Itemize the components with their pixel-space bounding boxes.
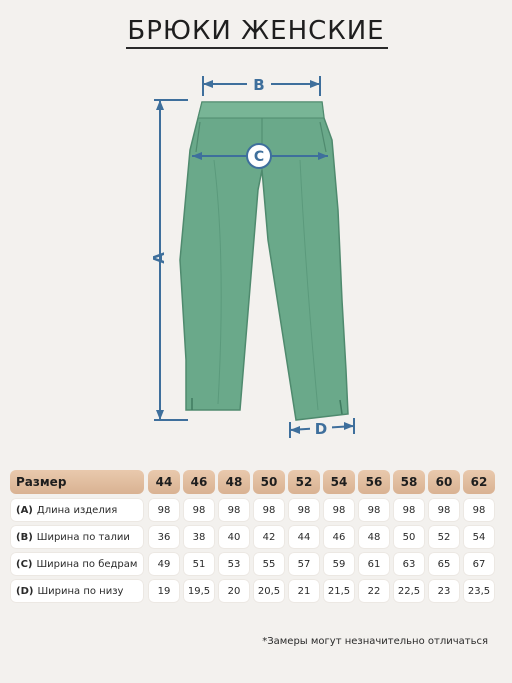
marker-a-label: A (150, 252, 168, 264)
header-size-48: 48 (218, 470, 250, 494)
table-cell: 98 (463, 498, 495, 522)
page-title: БРЮКИ ЖЕНСКИЕ (127, 16, 385, 46)
header-size-46: 46 (183, 470, 215, 494)
table-cell: 65 (428, 552, 460, 576)
table-cell: 49 (148, 552, 180, 576)
table-cell: 67 (463, 552, 495, 576)
row-code: (D) (16, 585, 34, 597)
table-cell: 59 (323, 552, 355, 576)
header-size-62: 62 (463, 470, 495, 494)
table-cell: 98 (288, 498, 320, 522)
table-cell: 42 (253, 525, 285, 549)
table-cell: 98 (358, 498, 390, 522)
measurement-note: *Замеры могут незначительно отличаться (262, 636, 488, 647)
table-cell: 21 (288, 579, 320, 603)
header-size-56: 56 (358, 470, 390, 494)
row-label (10, 579, 144, 603)
header-size-58: 58 (393, 470, 425, 494)
table-cell: 98 (393, 498, 425, 522)
table-row (10, 525, 502, 549)
table-row (10, 552, 502, 576)
table-cell: 98 (218, 498, 250, 522)
table-cell: 48 (358, 525, 390, 549)
table-cell: 98 (428, 498, 460, 522)
header-size-50: 50 (253, 470, 285, 494)
table-cell: 52 (428, 525, 460, 549)
table-cell: 50 (393, 525, 425, 549)
table-cell: 23 (428, 579, 460, 603)
header-size-54: 54 (323, 470, 355, 494)
table-cell: 21,5 (323, 579, 355, 603)
row-title: Ширина по низу (37, 585, 124, 597)
row-title: Ширина по талии (36, 531, 130, 543)
table-cell: 19 (148, 579, 180, 603)
table-cell: 20 (218, 579, 250, 603)
table-header-row (10, 470, 502, 494)
table-cell: 63 (393, 552, 425, 576)
table-cell: 38 (183, 525, 215, 549)
table-cell: 23,5 (463, 579, 495, 603)
row-title: Длина изделия (36, 504, 118, 516)
table-cell: 55 (253, 552, 285, 576)
table-cell: 98 (253, 498, 285, 522)
table-cell: 53 (218, 552, 250, 576)
marker-d-label: D (314, 420, 328, 438)
table-cell: 51 (183, 552, 215, 576)
marker-b-label: B (253, 76, 265, 94)
marker-c-label: C (253, 149, 265, 165)
header-size-label: Размер (10, 470, 144, 494)
header-size-60: 60 (428, 470, 460, 494)
table-cell: 20,5 (253, 579, 285, 603)
table-cell: 98 (323, 498, 355, 522)
table-row (10, 579, 502, 603)
table-cell: 46 (323, 525, 355, 549)
table-cell: 22,5 (393, 579, 425, 603)
table-cell: 54 (463, 525, 495, 549)
table-cell: 36 (148, 525, 180, 549)
row-code: (C) (16, 558, 33, 570)
table-cell: 22 (358, 579, 390, 603)
row-label (10, 552, 144, 576)
row-label (10, 498, 144, 522)
table-cell: 61 (358, 552, 390, 576)
table-cell: 57 (288, 552, 320, 576)
table-cell: 44 (288, 525, 320, 549)
table-cell: 98 (148, 498, 180, 522)
row-code: (B) (16, 531, 33, 543)
row-label (10, 525, 144, 549)
table-row (10, 498, 502, 522)
size-table (10, 470, 502, 604)
table-cell: 98 (183, 498, 215, 522)
row-title: Ширина по бедрам (36, 558, 138, 570)
header-size-44: 44 (148, 470, 180, 494)
table-cell: 40 (218, 525, 250, 549)
table-cell: 19,5 (183, 579, 215, 603)
header-size-52: 52 (288, 470, 320, 494)
row-code: (A) (16, 504, 33, 516)
